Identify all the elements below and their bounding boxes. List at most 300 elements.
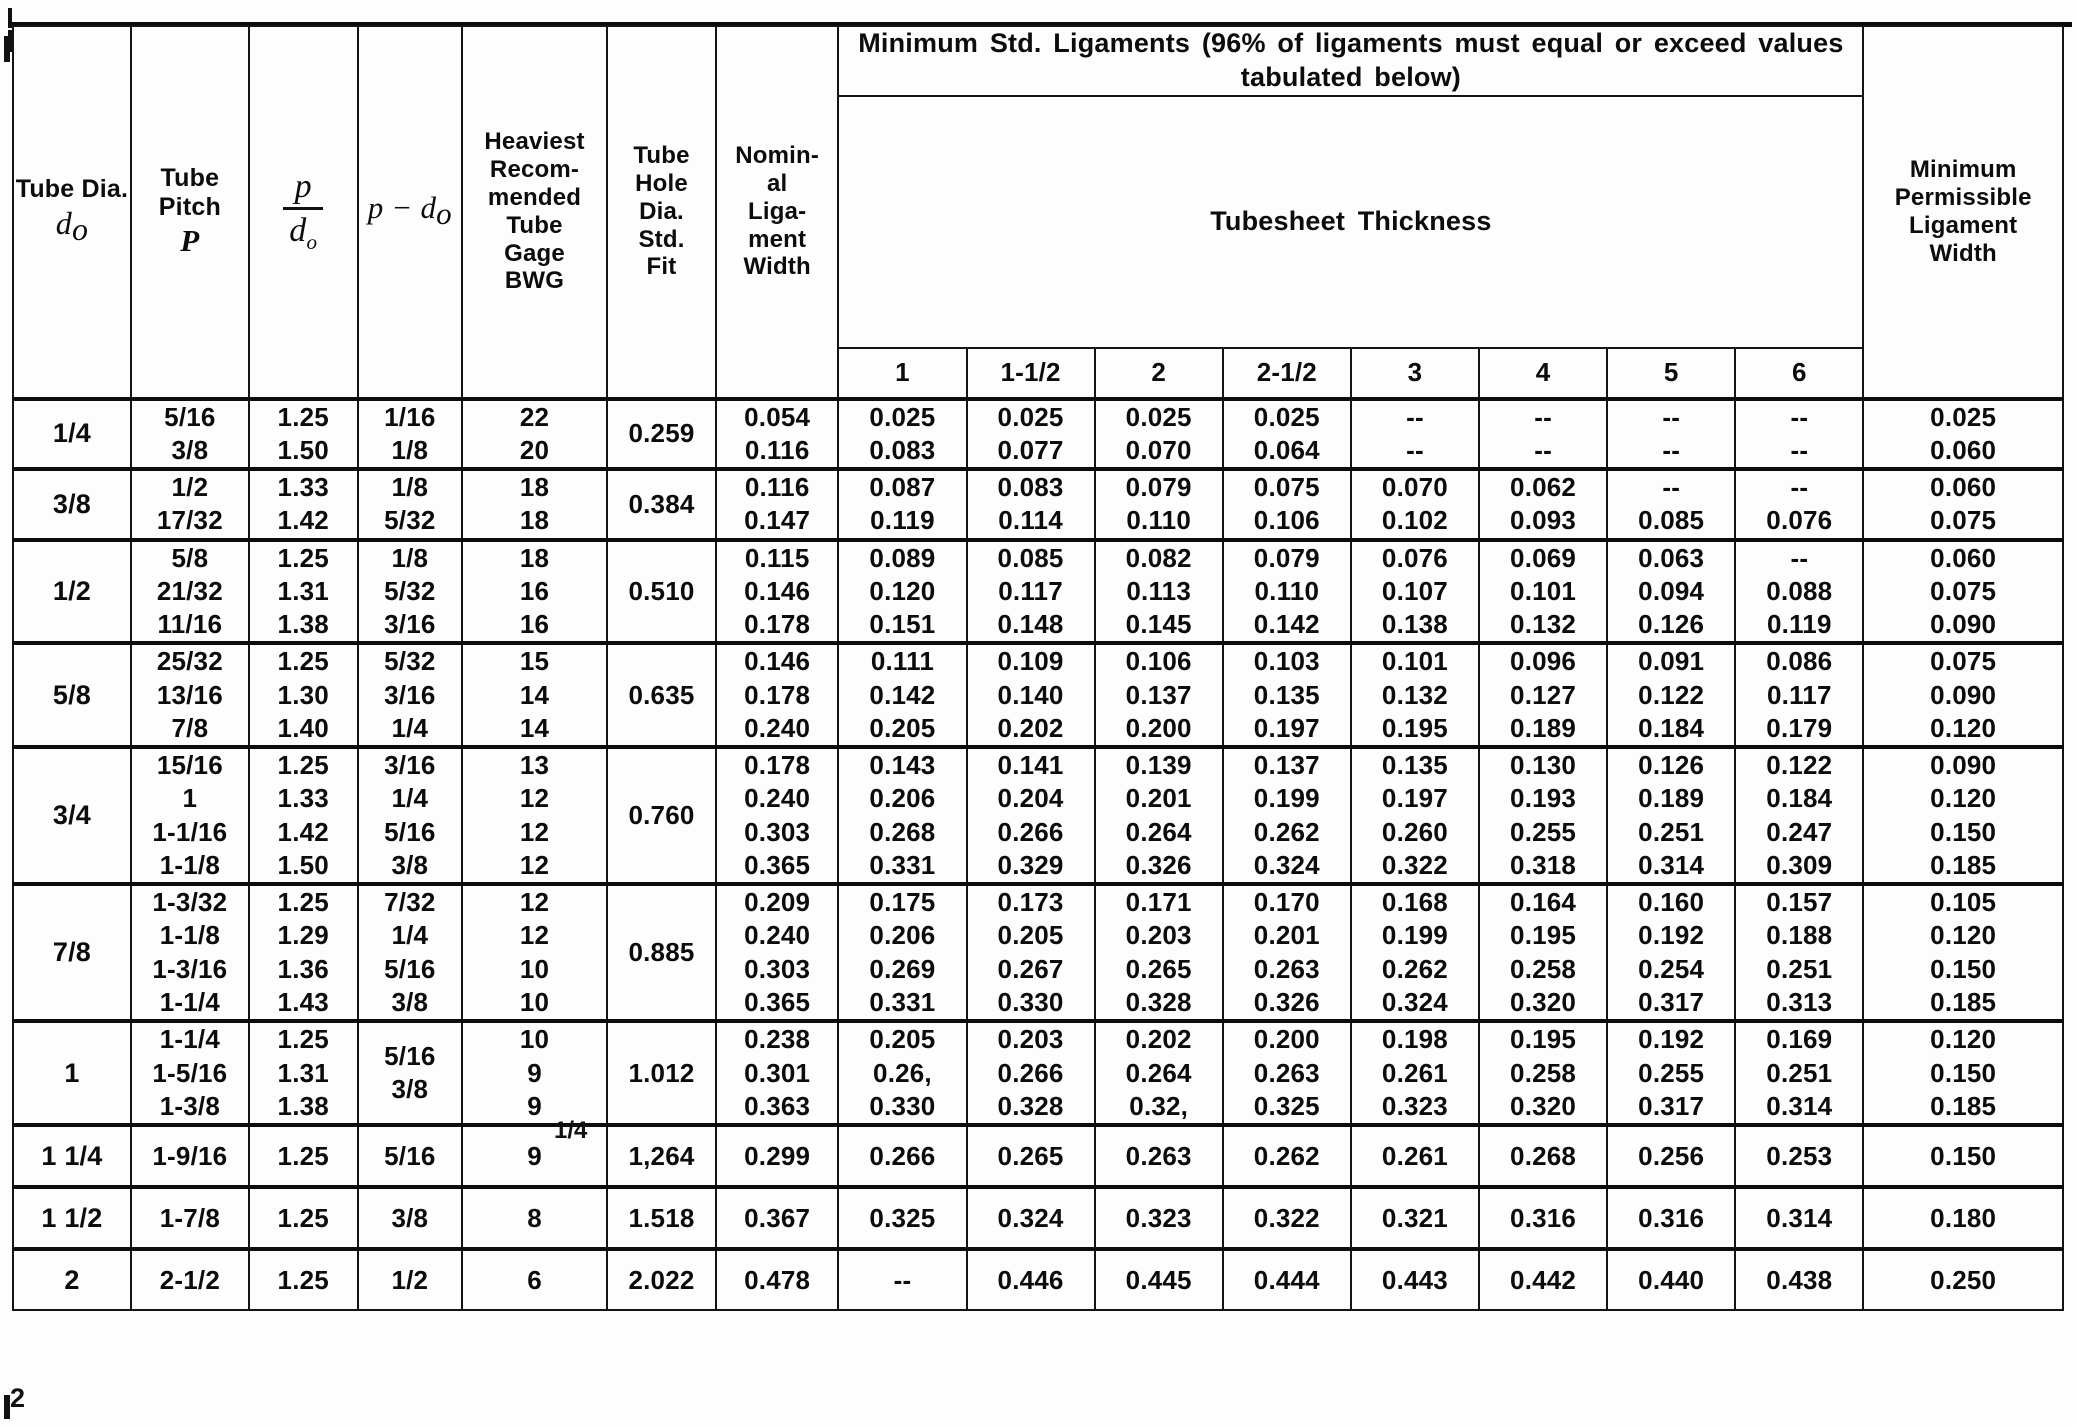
cell-value: 1.29	[277, 920, 329, 951]
cell-value: 0.138	[1381, 609, 1448, 640]
cell-value: --	[1662, 472, 1681, 503]
cell-value: 0.188	[1766, 920, 1833, 951]
cell-value: 1.25	[277, 646, 329, 677]
tube-dia-cell	[13, 1249, 131, 1310]
cell-value: 1.25	[277, 1264, 329, 1295]
thickness-cell-5	[1607, 884, 1735, 1021]
cell-value: 1/2	[391, 1264, 429, 1295]
thickness-cell-3	[1351, 884, 1479, 1021]
p-minus-dia-cell	[358, 469, 462, 540]
cell-value: 0.206	[869, 783, 936, 814]
thickness-cell-2	[1095, 1125, 1223, 1187]
thickness-cell-1-1-2	[967, 540, 1095, 644]
cell-value: 1.30	[277, 679, 329, 710]
thickness-cell-1-1-2	[967, 747, 1095, 884]
p-minus-dia-cell	[358, 1125, 462, 1187]
cell-value: 0.079	[1253, 542, 1320, 573]
cell-value: 1-1/16	[152, 816, 228, 847]
cell-value: 0.142	[1253, 609, 1320, 640]
cell-value: 0.070	[1125, 434, 1192, 465]
thickness-cell-6	[1735, 1021, 1863, 1125]
cell-value: 0.322	[1381, 849, 1448, 880]
cell-value: 0.268	[1510, 1140, 1577, 1171]
tube-dia-cell	[13, 1125, 131, 1187]
cell-value: 0.122	[1638, 679, 1705, 710]
cell-value: 0.085	[1638, 505, 1705, 536]
thickness-cell-3	[1351, 1021, 1479, 1125]
header-nominal-l5: Width	[743, 253, 811, 281]
gage-cell	[462, 540, 607, 644]
cell-value: 0.143	[869, 750, 936, 781]
thickness-cell-2-1-2	[1223, 1125, 1351, 1187]
cell-value: 0.148	[997, 609, 1064, 640]
cell-value: 7/32	[384, 887, 436, 918]
cell-value: 1-9/16	[152, 1140, 228, 1171]
header-nominal-l3: Liga-	[748, 197, 807, 225]
cell-value: 0.263	[1125, 1140, 1192, 1171]
cell-value: 0.185	[1930, 987, 1997, 1018]
tube-hole-dia-cell	[607, 747, 716, 884]
cell-value: 1,264	[628, 1140, 695, 1171]
cell-value: 0.106	[1125, 646, 1192, 677]
cell-value: 0.365	[744, 987, 811, 1018]
thickness-cell-2	[1095, 643, 1223, 747]
header-nominal-l4: ment	[748, 225, 807, 253]
cell-value: 0.255	[1638, 1057, 1705, 1088]
header-tube-dia	[13, 26, 131, 399]
cell-value: 0.199	[1381, 920, 1448, 951]
cell-value: 0.113	[1126, 575, 1192, 606]
table-row	[13, 1021, 2063, 1125]
scan-artifact-fraction: 1/4	[554, 1117, 588, 1144]
cell-value: 0.192	[1638, 1024, 1705, 1055]
cell-value: 5/32	[384, 646, 436, 677]
cell-value: 10	[519, 953, 550, 984]
cell-value: 1-1/4	[159, 987, 220, 1018]
cell-value: 0.198	[1381, 1024, 1448, 1055]
cell-value: 1-1/4	[159, 1024, 220, 1055]
cell-value: 1.25	[277, 401, 329, 432]
cell-value: 1.36	[277, 953, 329, 984]
cell-value: 0.384	[628, 488, 695, 519]
min-permissible-cell	[1863, 540, 2063, 644]
header-tube-dia-symbol: do	[55, 204, 89, 247]
cell-value: --	[1790, 542, 1809, 573]
cell-value: 1.25	[277, 1202, 329, 1233]
nominal-ligament-width-cell	[716, 643, 838, 747]
p-minus-dia-cell	[358, 1249, 462, 1310]
cell-value: 0.203	[997, 1024, 1064, 1055]
cell-value: 0.076	[1381, 542, 1448, 573]
cell-value: 0.323	[1125, 1202, 1192, 1233]
cell-value: 0.266	[869, 1140, 936, 1171]
header-tube-pitch-symbol: P	[180, 222, 200, 258]
min-permissible-cell	[1863, 643, 2063, 747]
header-min-permissible-l3: Ligament	[1909, 211, 2018, 239]
cell-value: 0.321	[1381, 1202, 1448, 1233]
cell-value: 0.189	[1510, 712, 1577, 743]
cell-value: 0.185	[1930, 1090, 1997, 1121]
header-thickness-2-1-2: 2-1/2	[1223, 348, 1351, 399]
pitch-over-dia-cell	[249, 1125, 358, 1187]
cell-value: 0.299	[744, 1140, 811, 1171]
cell-value: 0.324	[1253, 849, 1320, 880]
cell-value: 18	[519, 472, 550, 503]
thickness-cell-6	[1735, 1249, 1863, 1310]
cell-value: 0.101	[1510, 575, 1577, 606]
header-thickness-4: 4	[1479, 348, 1607, 399]
thickness-cell-3	[1351, 1125, 1479, 1187]
cell-value: 0.440	[1638, 1264, 1705, 1295]
header-nominal-ligament-width	[716, 26, 838, 399]
cell-value: 0.328	[997, 1090, 1064, 1121]
thickness-cell-4	[1479, 884, 1607, 1021]
cell-value: 0.102	[1381, 505, 1448, 536]
pitch-over-dia-cell	[249, 1021, 358, 1125]
nominal-ligament-width-cell	[716, 399, 838, 470]
cell-value: 0.096	[1510, 646, 1577, 677]
cell-value: 0.141	[997, 750, 1064, 781]
thickness-cell-3	[1351, 643, 1479, 747]
header-heaviest-gage-l3: mended	[487, 183, 582, 211]
cell-value: --	[1406, 434, 1424, 465]
cell-value: 13	[519, 750, 550, 781]
cell-value: 0.120	[1930, 712, 1997, 743]
cell-value: 17/32	[156, 505, 223, 536]
thickness-cell-4	[1479, 399, 1607, 470]
header-tube-hole-l2: Hole	[635, 170, 688, 197]
cell-value: 12	[519, 920, 550, 951]
cell-value: 0.094	[1638, 575, 1705, 606]
fraction-numerator: p	[294, 168, 312, 206]
cell-value: 0.146	[744, 646, 811, 677]
cell-value: 0.157	[1766, 887, 1833, 918]
thickness-cell-6	[1735, 884, 1863, 1021]
cell-value: 0.204	[997, 783, 1064, 814]
tube-dia-cell	[13, 1187, 131, 1249]
cell-value: 1	[182, 783, 198, 814]
nominal-ligament-width-cell	[716, 884, 838, 1021]
thickness-cell-2	[1095, 399, 1223, 470]
cell-value: 7/8	[52, 937, 92, 968]
cell-value: 0.330	[869, 1090, 936, 1121]
thickness-cell-3	[1351, 540, 1479, 644]
thickness-cell-1	[838, 747, 966, 884]
cell-value: 5/16	[384, 1140, 436, 1171]
table-row	[13, 540, 2063, 644]
cell-value: 0.367	[744, 1202, 811, 1233]
cell-value: 0.091	[1638, 646, 1705, 677]
cell-value: 5/32	[384, 575, 436, 606]
cell-value: 0.137	[1125, 679, 1192, 710]
cell-value: 8	[527, 1202, 542, 1233]
header-heaviest-gage-l2: Recom-	[489, 156, 580, 184]
cell-value: 0.122	[1766, 750, 1833, 781]
cell-value: 0.197	[1381, 783, 1448, 814]
cell-value: 1/8	[391, 472, 429, 503]
cell-value: 0.079	[1125, 472, 1192, 503]
cell-value: 0.137	[1253, 750, 1320, 781]
cell-value: 0.326	[1125, 849, 1192, 880]
cell-value: 0.264	[1125, 1057, 1192, 1088]
cell-value: 1/2	[52, 575, 92, 606]
cell-value: 0.251	[1766, 953, 1833, 984]
thickness-cell-3	[1351, 1187, 1479, 1249]
cell-value: 20	[519, 434, 550, 465]
thickness-cell-6	[1735, 540, 1863, 644]
cell-value: --	[1790, 472, 1809, 503]
cell-value: 0.110	[1254, 575, 1320, 606]
cell-value: 0.206	[869, 920, 936, 951]
table-row	[13, 643, 2063, 747]
cell-value: 0.318	[1510, 849, 1577, 880]
cell-value: 0.169	[1766, 1024, 1833, 1055]
cell-value: 0.258	[1510, 953, 1577, 984]
cell-value: 0.086	[1766, 646, 1833, 677]
cell-value: 0.025	[1930, 401, 1997, 432]
thickness-cell-1	[838, 1187, 966, 1249]
pitch-over-dia-cell	[249, 540, 358, 644]
cell-value: 0.201	[1253, 920, 1320, 951]
cell-value: 0.075	[1930, 575, 1997, 606]
thickness-cell-1-1-2	[967, 1187, 1095, 1249]
cell-value: 0.075	[1253, 472, 1320, 503]
cell-value: 1.50	[277, 849, 329, 880]
cell-value: 0.184	[1638, 712, 1705, 743]
cell-value: 1	[64, 1057, 80, 1088]
scan-edge-tick-a	[4, 36, 10, 62]
tube-pitch-cell	[131, 884, 249, 1021]
thickness-cell-4	[1479, 1021, 1607, 1125]
fraction-denominator: $d_o$	[289, 212, 318, 255]
thickness-cell-5	[1607, 1249, 1735, 1310]
header-tube-hole-l5: Fit	[646, 253, 677, 281]
thickness-cell-3	[1351, 399, 1479, 470]
cell-value: 1-7/8	[159, 1202, 220, 1233]
cell-value: 0.317	[1638, 987, 1705, 1018]
cell-value: 0.115	[744, 542, 810, 573]
cell-value: 1.012	[628, 1057, 695, 1088]
cell-value: 0.132	[1510, 609, 1577, 640]
cell-value: 1.50	[277, 434, 329, 465]
cell-value: 0.200	[1125, 712, 1192, 743]
cell-value: 0.330	[997, 987, 1064, 1018]
cell-value: --	[1662, 434, 1681, 465]
cell-value: 0.261	[1381, 1057, 1448, 1088]
cell-value: 0.116	[744, 434, 810, 465]
cell-value: 0.324	[997, 1202, 1064, 1233]
thickness-cell-1	[838, 1125, 966, 1187]
cell-value: 0.116	[744, 472, 810, 503]
cell-value: 16	[519, 609, 550, 640]
cell-value: 10	[519, 1024, 550, 1055]
cell-value: 0.105	[1930, 887, 1997, 918]
cell-value: --	[1662, 401, 1681, 432]
cell-value: 3/4	[52, 800, 92, 831]
cell-value: 0.265	[1125, 953, 1192, 984]
thickness-cell-1-1-2	[967, 399, 1095, 470]
header-tube-pitch-label: Tube Pitch	[158, 163, 221, 222]
cell-value: 0.203	[1125, 920, 1192, 951]
p-minus-dia-cell	[358, 540, 462, 644]
thickness-cell-4	[1479, 747, 1607, 884]
cell-value: 0.240	[744, 783, 811, 814]
cell-value: 0.150	[1930, 953, 1997, 984]
cell-value: 0.076	[1766, 505, 1833, 536]
cell-value: 3/8	[52, 488, 92, 519]
cell-value: 0.320	[1510, 1090, 1577, 1121]
cell-value: 0.083	[869, 434, 936, 465]
cell-value: 0.365	[744, 849, 811, 880]
cell-value: 0.140	[997, 679, 1064, 710]
nominal-ligament-width-cell	[716, 469, 838, 540]
thickness-cell-1-1-2	[967, 1249, 1095, 1310]
thickness-cell-1	[838, 884, 966, 1021]
cell-value: 12	[519, 816, 550, 847]
cell-value: 0.205	[869, 712, 936, 743]
cell-value: 0.446	[997, 1264, 1064, 1295]
cell-value: 18	[519, 542, 550, 573]
cell-value: 0.101	[1381, 646, 1448, 677]
cell-value: 0.082	[1125, 542, 1192, 573]
cell-value: 1.33	[277, 472, 329, 503]
thickness-cell-2-1-2	[1223, 399, 1351, 470]
pitch-over-dia-cell	[249, 1187, 358, 1249]
tube-pitch-cell	[131, 1125, 249, 1187]
thickness-cell-6	[1735, 643, 1863, 747]
thickness-cell-2-1-2	[1223, 469, 1351, 540]
header-thickness-2: 2	[1095, 348, 1223, 399]
cell-value: --	[1790, 401, 1809, 432]
cell-value: 0.173	[997, 887, 1064, 918]
cell-value: 14	[519, 679, 550, 710]
cell-value: 0.062	[1510, 472, 1577, 503]
cell-value: 0.328	[1125, 987, 1192, 1018]
header-tube-pitch	[131, 26, 249, 399]
thickness-cell-1-1-2	[967, 1125, 1095, 1187]
pitch-over-dia-cell	[249, 884, 358, 1021]
gage-cell	[462, 747, 607, 884]
tube-pitch-cell	[131, 540, 249, 644]
cell-value: 1.31	[277, 1057, 329, 1088]
cell-value: 0.145	[1125, 609, 1192, 640]
cell-value: 0.258	[1510, 1057, 1577, 1088]
cell-value: 0.142	[869, 679, 936, 710]
thickness-cell-5	[1607, 643, 1735, 747]
cell-value: 1/4	[391, 920, 429, 951]
cell-value: 0.478	[744, 1264, 811, 1295]
thickness-cell-5	[1607, 399, 1735, 470]
header-heaviest-gage-l6: BWG	[504, 267, 565, 295]
cell-value: 1/8	[391, 542, 429, 573]
cell-value: 0.064	[1253, 434, 1320, 465]
cell-value: 0.202	[1125, 1024, 1192, 1055]
thickness-cell-2-1-2	[1223, 540, 1351, 644]
cell-value: 2-1/2	[159, 1264, 220, 1295]
cell-value: 0.075	[1930, 646, 1997, 677]
tube-pitch-cell	[131, 747, 249, 884]
cell-value: 0.090	[1930, 679, 1997, 710]
thickness-cell-5	[1607, 747, 1735, 884]
cell-value: 0.093	[1510, 505, 1577, 536]
cell-value: 0.117	[1767, 679, 1832, 710]
cell-value: 0.267	[997, 953, 1064, 984]
thickness-cell-1-1-2	[967, 643, 1095, 747]
nominal-ligament-width-cell	[716, 747, 838, 884]
cell-value: 0.268	[869, 816, 936, 847]
cell-value: 0.146	[744, 575, 811, 606]
tube-hole-dia-cell	[607, 884, 716, 1021]
cell-value: 0.054	[744, 401, 811, 432]
cell-value: 0.329	[997, 849, 1064, 880]
cell-value: 0.253	[1766, 1140, 1833, 1171]
cell-value: 13/16	[156, 679, 223, 710]
header-row-top	[13, 26, 2063, 96]
header-tube-hole-l3: Dia.	[639, 197, 684, 225]
cell-value: 0.262	[1253, 1140, 1320, 1171]
cell-value: 0.089	[869, 542, 936, 573]
cell-value: 3/16	[384, 750, 436, 781]
cell-value: 0.168	[1381, 887, 1448, 918]
cell-value: 6	[527, 1264, 542, 1295]
cell-value: 2	[64, 1264, 80, 1295]
thickness-cell-4	[1479, 643, 1607, 747]
cell-value: 0.179	[1766, 712, 1833, 743]
fraction-bar	[283, 207, 323, 210]
cell-value: 1.25	[277, 887, 329, 918]
cell-value: 0.171	[1125, 887, 1192, 918]
cell-value: 0.326	[1253, 987, 1320, 1018]
min-permissible-cell	[1863, 1021, 2063, 1125]
cell-value: 1/4	[391, 783, 429, 814]
thickness-cell-5	[1607, 1125, 1735, 1187]
cell-value: 0.205	[869, 1024, 936, 1055]
cell-value: 1/16	[384, 401, 436, 432]
cell-value: 1.25	[277, 542, 329, 573]
cell-value: 0.060	[1930, 472, 1997, 503]
cell-value: 0.316	[1638, 1202, 1705, 1233]
header-thickness-1-1-2: 1-1/2	[967, 348, 1095, 399]
thickness-cell-4	[1479, 1249, 1607, 1310]
cell-value: 0.106	[1253, 505, 1320, 536]
cell-value: 12	[519, 887, 550, 918]
cell-value: 0.170	[1253, 887, 1320, 918]
cell-value: 15	[519, 646, 550, 677]
cell-value: 1-3/16	[152, 953, 228, 984]
cell-value: 5/32	[384, 505, 436, 536]
cell-value: 1.25	[277, 750, 329, 781]
cell-value: 0.303	[744, 816, 811, 847]
cell-value: 0.320	[1510, 987, 1577, 1018]
cell-value: 0.316	[1510, 1202, 1577, 1233]
cell-value: 0.119	[1767, 609, 1832, 640]
header-tube-hole-l1: Tube	[633, 142, 690, 170]
cell-value: 0.126	[1638, 609, 1705, 640]
cell-value: 0.070	[1381, 472, 1448, 503]
cell-value: 0.075	[1930, 505, 1997, 536]
cell-value: 1.42	[277, 505, 329, 536]
cell-value: 0.025	[1125, 401, 1192, 432]
nominal-ligament-width-cell	[716, 540, 838, 644]
table-row	[13, 399, 2063, 470]
cell-value: 0.251	[1766, 1057, 1833, 1088]
cell-value: 0.26,	[873, 1057, 932, 1088]
cell-value: 7/8	[171, 712, 209, 743]
thickness-cell-2	[1095, 540, 1223, 644]
cell-value: 0.090	[1930, 609, 1997, 640]
cell-value: 0.077	[997, 434, 1064, 465]
cell-value: 1.40	[277, 712, 329, 743]
